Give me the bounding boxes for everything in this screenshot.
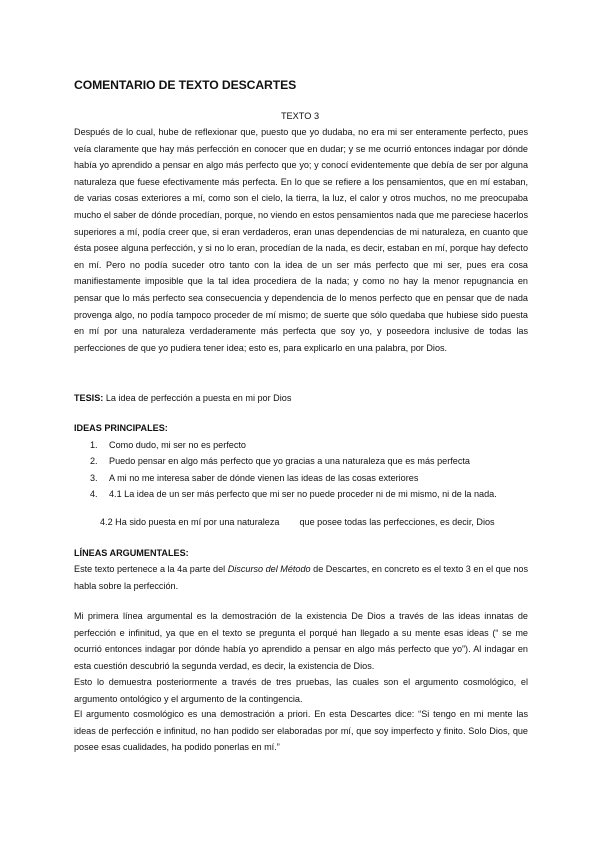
list-item-text: A mi no me interesa saber de dónde vienen las ideas de las cosas exteriores xyxy=(109,472,419,483)
list-item-text: Como dudo, mi ser no es perfecto xyxy=(109,440,246,450)
thesis-label: TESIS: xyxy=(74,393,104,403)
thesis-line xyxy=(74,393,291,403)
text-number-label: TEXTO 3 xyxy=(280,111,320,121)
argument-paragraph-1: Mi primera línea argumental es la demostración de la existencia De Dios a través de las ideas innatas de perfección e infinitud, ya que en el texto se pregunta el porqué han llegado a su mente esas ideas (“ se me ocurrió entonces indagar por dónde había yo aprendido a pensar en algo más perfecto que yo”). Al indagar en esta cuestión descubrió la segunda verdad, es decir, la existencia de Dios. xyxy=(74,611,528,671)
list-item-number: 2. xyxy=(90,456,98,467)
book-title-italic: Discurso del Método xyxy=(227,564,311,574)
quoted-text-paragraph: Después de lo cual, hube de reflexionar que, puesto que yo dudaba, no era mi ser enteramente perfecto, pues veía claramente que hay más perfección en conocer que en dudar; y se me ocurrió entonces indagar por dónde había yo aprendido a pensar en algo más perfecto que yo; y conocí evidentemente que debía de ser por alguna naturaleza que fuese efectivamente más perfecta. En lo que se refiere a los pensamientos, que en mí estaban, de varias cosas exteriores a mí, como son el cielo, la tierra, la luz, el calor y otros muchos, no me preocupaba mucho el saber de dónde procedían, porque, no viendo en estos pensamientos nada que me pareciese hacerlos superiores a mí, podía creer que, si eran verdaderos, eran unas dependencias de mi naturaleza, en cuanto que ésta posee alguna perfección, y si no lo eran, procedían de la nada, es decir, estaban en mí, porque hay defecto en mí. Pero no podía suceder otro tanto con la idea de un ser más perfecto que mi ser, pues era cosa manifiestamente imposible que la tal idea procediera de la nada; y como no hay la menor repugnancia en pensar que lo más perfecto sea consecuencia y dependencia de lo menos perfecto que en pensar que de nada provenga algo, no podía tampoco proceder de mí mismo; de suerte que sólo quedaba que hubiese sido puesta en mí por una naturaleza verdaderamente más perfecta que soy yo, y poseedora inclusive de todas las perfecciones de que yo pudiera tener idea; esto es, para explicarlo en una palabra, por Dios. xyxy=(74,127,528,353)
list-item-number: 4. xyxy=(90,489,98,500)
list-item-text: Puedo pensar en algo más perfecto que yo gracias a una naturaleza que es más perfecta xyxy=(109,456,470,467)
intro-text: Este texto pertenece a la 4a parte del xyxy=(74,564,228,574)
main-ideas-heading: IDEAS PRINCIPALES: xyxy=(74,423,168,433)
main-ideas-list xyxy=(90,437,528,503)
sub-idea-4-2 xyxy=(100,517,495,527)
list-item xyxy=(90,470,528,486)
list-item-number: 3. xyxy=(90,472,98,483)
list-item xyxy=(90,453,528,469)
argument-lines-heading: LÍNEAS ARGUMENTALES: xyxy=(74,548,189,558)
argument-intro-paragraph xyxy=(74,561,528,594)
list-item xyxy=(90,437,528,453)
argument-paragraph-3: El argumento cosmológico es una demostración a priori. En esta Descartes dice: “Si tengo en mi mente las ideas de perfección e infinitud, no han podido ser elaboradas por mí, que soy imperfecto y finito. Solo Dios, que posee esas cualidades, ha podido ponerlas en mí.” xyxy=(74,709,528,753)
list-item xyxy=(90,486,528,502)
list-item-number: 1. xyxy=(90,440,98,450)
document-title: COMENTARIO DE TEXTO DESCARTES xyxy=(74,78,297,92)
thesis-text: La idea de perfección a puesta en mi por Dios xyxy=(103,393,292,403)
sub-idea-text-a: 4.2 Ha sido puesta en mí por una naturaleza xyxy=(100,517,280,527)
argument-paragraph-2: Esto lo demuestra posteriormente a través de tres pruebas, las cuales son el argumento cosmológico, el argumento ontológico y el argumento de la contingencia. xyxy=(74,677,528,704)
intro-text-end: de Descartes, en concreto es el texto 3 en el que nos habla sobre la perfección. xyxy=(74,564,528,591)
sub-idea-text-b: que posee todas las perfecciones, es decir, Dios xyxy=(299,517,495,527)
list-item-text: 4.1 La idea de un ser más perfecto que mi ser no puede proceder ni de mi mismo, ni de la nada. xyxy=(109,489,497,500)
